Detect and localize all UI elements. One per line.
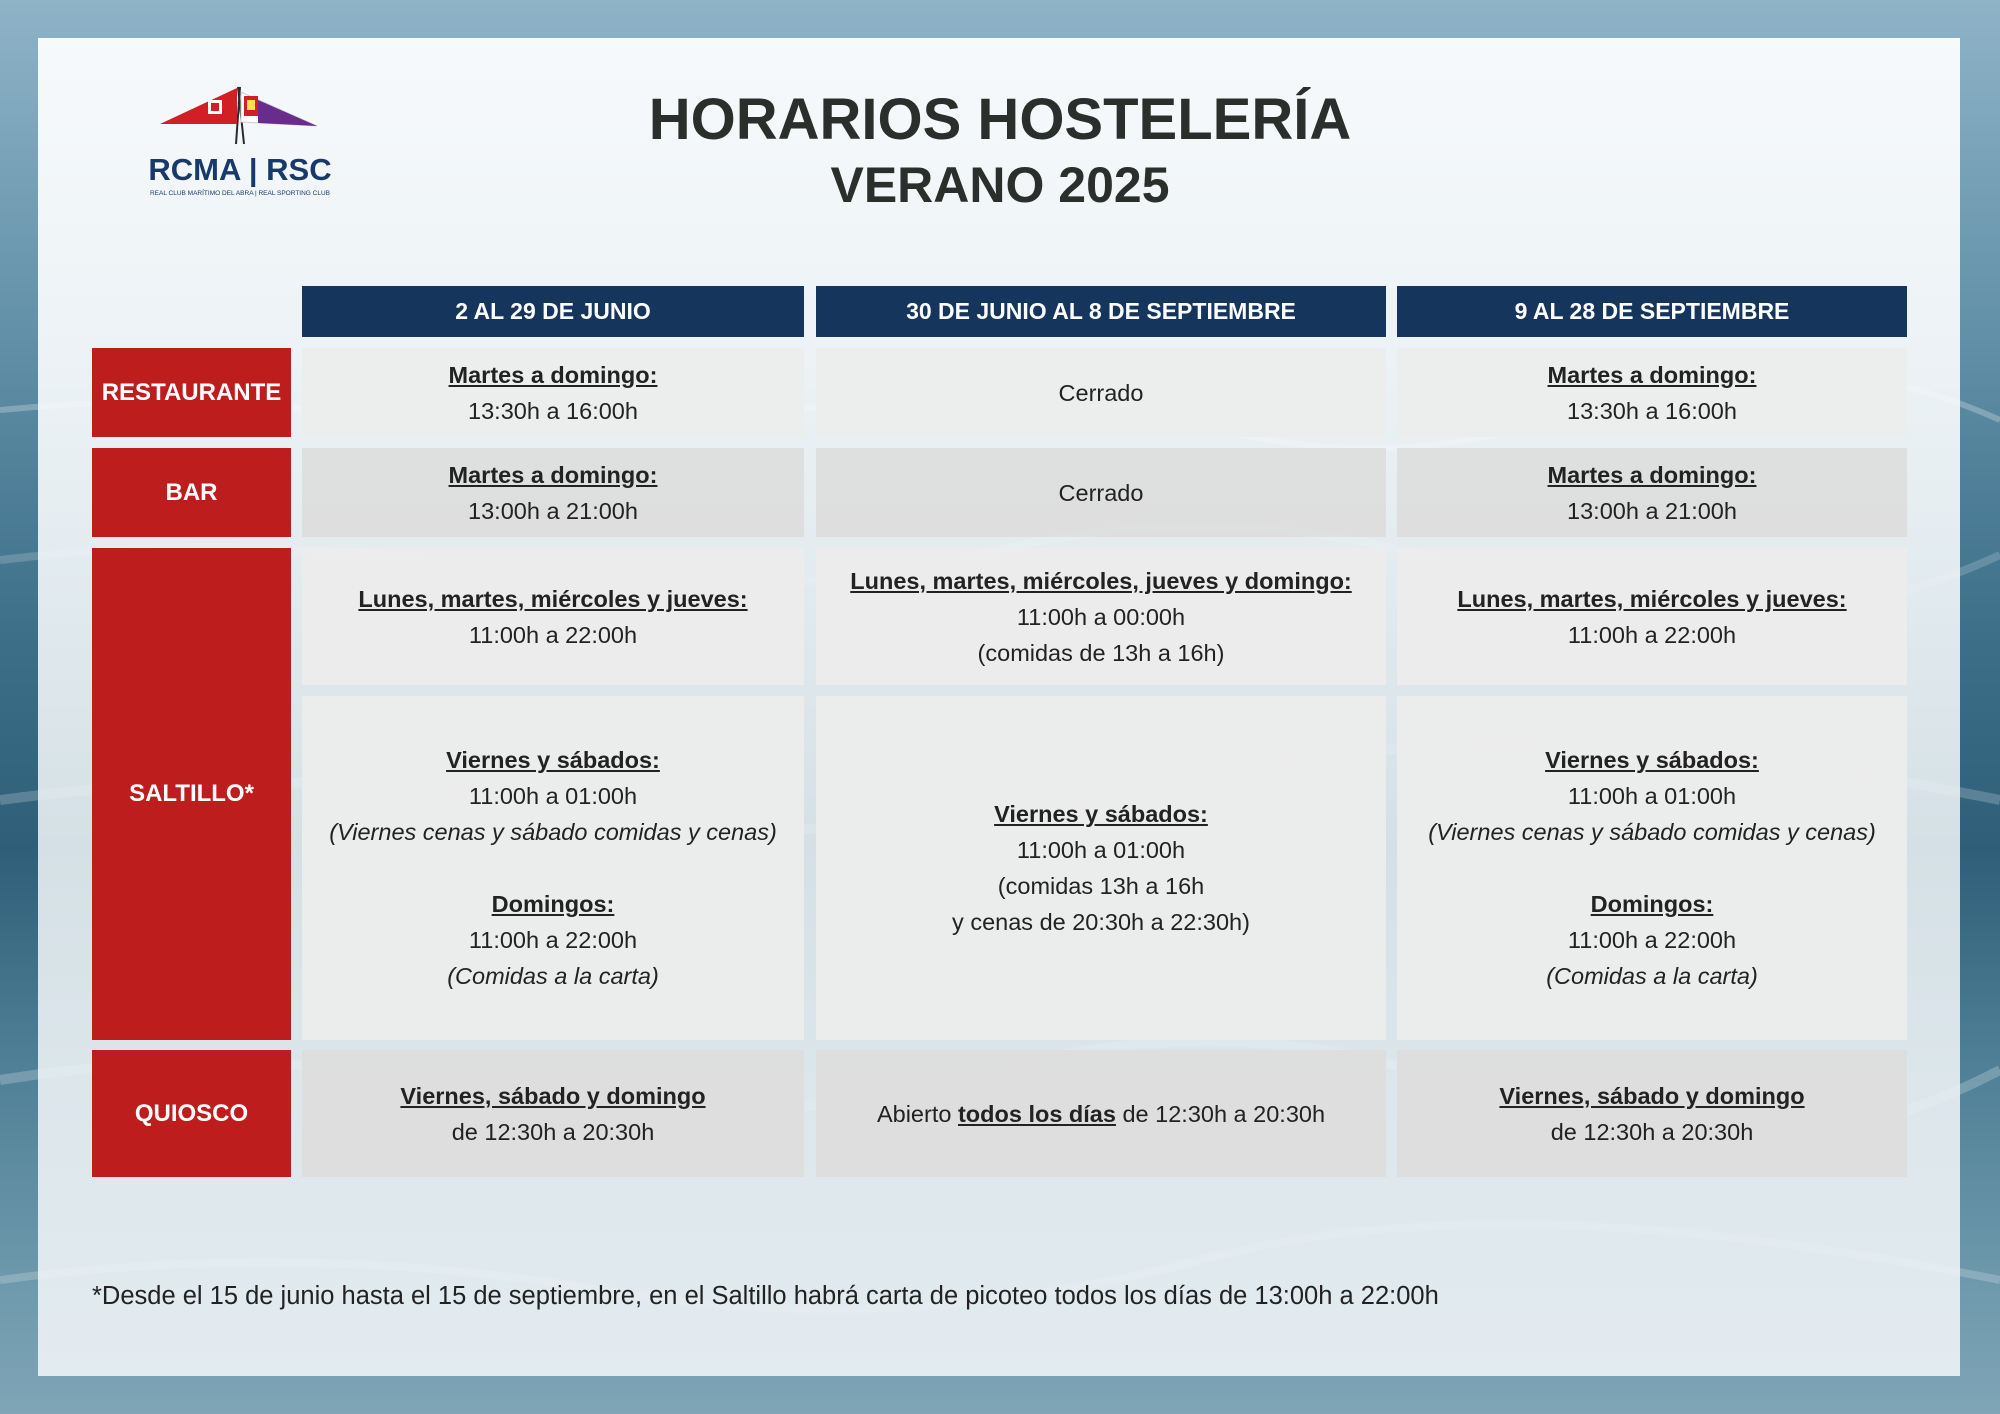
schedule-day: Lunes, martes, miércoles y jueves: bbox=[1457, 585, 1847, 612]
schedule-time: 11:00h a 00:00h bbox=[1016, 603, 1186, 630]
quiosco-june-cell bbox=[302, 1050, 804, 1177]
schedule-day: Lunes, martes, miércoles y jueves: bbox=[358, 585, 748, 612]
quiosco-summer-cell bbox=[816, 1050, 1386, 1177]
bar-june-cell bbox=[302, 448, 804, 537]
schedule-day: Lunes, martes, miércoles, jueves y domingo: bbox=[850, 567, 1352, 594]
restaurante-september-cell bbox=[1397, 348, 1907, 437]
schedule-open-text bbox=[877, 1096, 1325, 1132]
schedule-time: 11:00h a 22:00h bbox=[1567, 621, 1737, 648]
open-hours: de 12:30h a 20:30h bbox=[1122, 1100, 1326, 1127]
schedule-time: 11:00h a 01:00h bbox=[1016, 837, 1186, 863]
schedule-day: Viernes y sábados: bbox=[1545, 747, 1759, 773]
row-header-restaurante: RESTAURANTE bbox=[92, 348, 291, 437]
schedule-note: y cenas de 20:30h a 22:30h) bbox=[952, 909, 1250, 935]
saltillo-weekday-summer-cell bbox=[816, 548, 1386, 685]
schedule-time: 11:00h a 22:00h bbox=[468, 621, 638, 648]
bar-september-cell bbox=[1397, 448, 1907, 537]
schedule-status: Cerrado bbox=[1058, 479, 1144, 506]
schedule-status: Cerrado bbox=[1058, 379, 1144, 406]
column-header-summer: 30 DE JUNIO AL 8 DE SEPTIEMBRE bbox=[816, 286, 1386, 337]
schedule-note: (Viernes cenas y sábado comidas y cenas) bbox=[329, 819, 777, 845]
schedule-time: 13:30h a 16:00h bbox=[1567, 397, 1737, 424]
schedule-time: 11:00h a 22:00h bbox=[1567, 927, 1737, 953]
saltillo-weekend-june-cell bbox=[302, 696, 804, 1040]
column-header-june: 2 AL 29 DE JUNIO bbox=[302, 286, 804, 337]
logo-subtitle: REAL CLUB MARÍTIMO DEL ABRA | REAL SPORTING CLUB bbox=[149, 190, 330, 197]
footnote: *Desde el 15 de junio hasta el 15 de septiembre, en el Saltillo habrá carta de picoteo todos los días de 13:00h a 22:00h bbox=[92, 1282, 1439, 1310]
schedule-day: Martes a domingo: bbox=[1547, 461, 1757, 488]
restaurante-summer-cell bbox=[816, 348, 1386, 437]
open-every-day: todos los días bbox=[957, 1100, 1116, 1127]
schedule-day: Martes a domingo: bbox=[448, 361, 658, 388]
saltillo-weekday-september-cell bbox=[1397, 548, 1907, 685]
page-subtitle: VERANO 2025 bbox=[830, 157, 1170, 213]
schedule-note: (Comidas a la carta) bbox=[1546, 963, 1758, 989]
row-header-saltillo: SALTILLO* bbox=[92, 548, 291, 1040]
schedule-time: 13:30h a 16:00h bbox=[468, 397, 638, 424]
saltillo-weekend-summer-cell bbox=[816, 696, 1386, 1040]
saltillo-weekday-june-cell bbox=[302, 548, 804, 685]
schedule-day: Domingos: bbox=[491, 891, 615, 917]
page-title: HORARIOS HOSTELERÍA bbox=[648, 87, 1352, 152]
row-header-quiosco: QUIOSCO bbox=[92, 1050, 291, 1177]
schedule-time: 11:00h a 01:00h bbox=[468, 783, 638, 809]
schedule-day: Viernes, sábado y domingo bbox=[400, 1082, 706, 1109]
schedule-note: (Comidas a la carta) bbox=[447, 963, 659, 989]
open-prefix: Abierto bbox=[876, 1100, 952, 1127]
saltillo-weekend-september-cell bbox=[1397, 696, 1907, 1040]
schedule-note: (Viernes cenas y sábado comidas y cenas) bbox=[1428, 819, 1876, 845]
schedule-time: 13:00h a 21:00h bbox=[468, 497, 638, 524]
schedule-day: Viernes, sábado y domingo bbox=[1499, 1082, 1805, 1109]
schedule-day: Domingos: bbox=[1590, 891, 1714, 917]
schedule-note: (comidas 13h a 16h bbox=[997, 873, 1205, 899]
row-header-bar: BAR bbox=[92, 448, 291, 537]
schedule-day: Martes a domingo: bbox=[1547, 361, 1757, 388]
schedule-day: Viernes y sábados: bbox=[994, 801, 1208, 827]
column-header-september: 9 AL 28 DE SEPTIEMBRE bbox=[1397, 286, 1907, 337]
restaurante-june-cell bbox=[302, 348, 804, 437]
schedule-day: Viernes y sábados: bbox=[446, 747, 660, 773]
schedule-time: de 12:30h a 20:30h bbox=[451, 1118, 655, 1145]
schedule-day: Martes a domingo: bbox=[448, 461, 658, 488]
schedule-time: 13:00h a 21:00h bbox=[1567, 497, 1737, 524]
schedule-time: 11:00h a 01:00h bbox=[1567, 783, 1737, 809]
logo-text: RCMA | RSC bbox=[148, 152, 332, 187]
schedule-time: de 12:30h a 20:30h bbox=[1550, 1118, 1754, 1145]
bar-summer-cell bbox=[816, 448, 1386, 537]
schedule-time: 11:00h a 22:00h bbox=[468, 927, 638, 953]
quiosco-september-cell bbox=[1397, 1050, 1907, 1177]
schedule-note: (comidas de 13h a 16h) bbox=[977, 639, 1225, 666]
